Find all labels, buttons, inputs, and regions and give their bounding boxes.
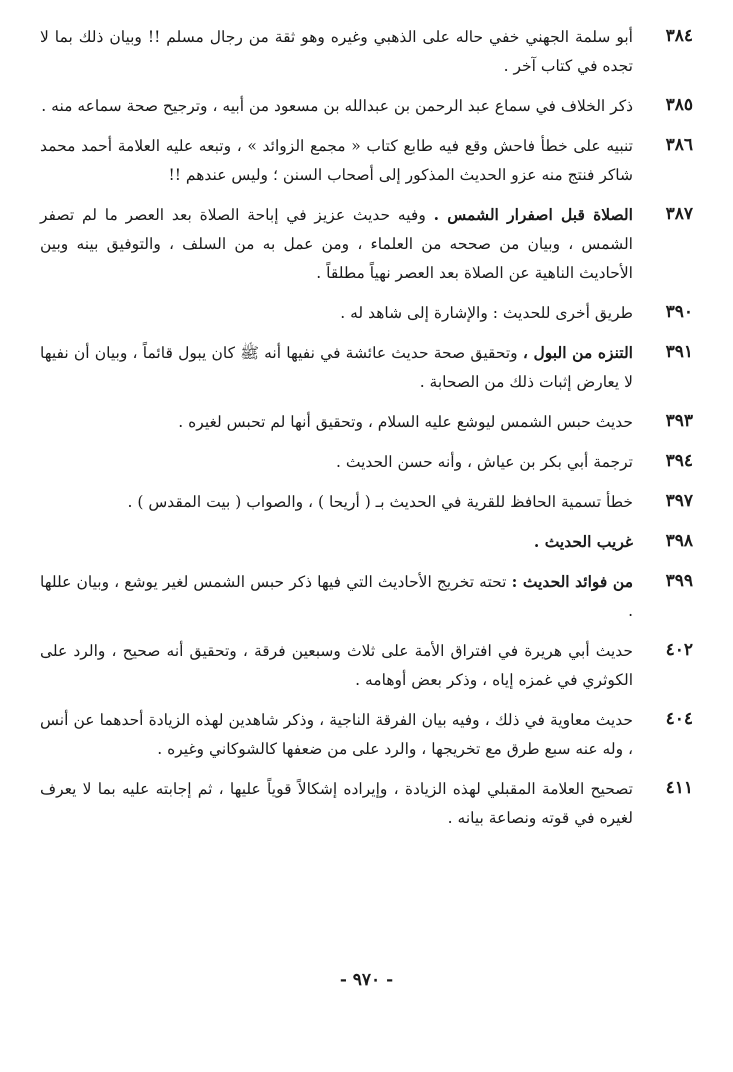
entry-body — [40, 91, 633, 121]
entry-heading: غريب الحديث . — [533, 532, 633, 551]
entry-heading: التنزه من البول ، — [522, 343, 633, 362]
index-entry — [40, 407, 693, 437]
entry-page-number: ٤١١ — [665, 778, 693, 798]
index-entry — [40, 22, 693, 81]
entry-page-number: ٤٠٤ — [665, 709, 693, 729]
index-entry — [40, 527, 693, 557]
entry-text: أبو سلمة الجهني خفي حاله على الذهبي وغيره وهو ثقة من رجال مسلم !! وبيان ذلك بما لا تجده في كتاب آخر . — [40, 28, 633, 75]
entry-body — [40, 338, 633, 397]
index-entry — [40, 636, 693, 695]
entry-text: طريق أخرى للحديث : والإشارة إلى شاهد له . — [340, 304, 633, 322]
index-entry — [40, 774, 693, 833]
entry-body — [40, 131, 633, 190]
entry-body — [40, 774, 633, 833]
entry-body — [40, 527, 633, 557]
entry-heading: من فوائد الحديث : — [511, 572, 634, 591]
entry-text: ترجمة أبي بكر بن عياش ، وأنه حسن الحديث . — [336, 453, 633, 471]
index-entries — [40, 22, 693, 843]
entry-page-number: ٣٨٥ — [665, 95, 693, 115]
index-entry — [40, 91, 693, 121]
entry-text: خطأ تسمية الحافظ للقرية في الحديث بـ ( أريحا ) ، والصواب ( بيت المقدس ) . — [127, 493, 633, 511]
entry-page-number: ٣٩٧ — [665, 491, 693, 511]
entry-page-number: ٣٨٤ — [665, 26, 693, 46]
entry-body — [40, 447, 633, 477]
entry-heading: الصلاة قبل اصفرار الشمس . — [433, 205, 633, 224]
index-entry — [40, 705, 693, 764]
entry-body — [40, 705, 633, 764]
entry-page-number: ٣٨٦ — [665, 135, 693, 155]
entry-page-number: ٣٩١ — [665, 342, 693, 362]
entry-page-number: ٣٩٠ — [665, 302, 693, 322]
entry-text: حديث معاوية في ذلك ، وفيه بيان الفرقة الناجية ، وذكر شاهدين لهذه الزيادة أحدهما عن أنس ، وله عنه سبع طرق مع تخريجها ، والرد على من ضعفها كالشوكاني وغيره . — [40, 711, 633, 758]
index-entry — [40, 131, 693, 190]
entry-body — [40, 298, 633, 328]
entry-body — [40, 200, 633, 288]
index-entry — [40, 487, 693, 517]
entry-page-number: ٣٩٨ — [665, 531, 693, 551]
entry-body — [40, 407, 633, 437]
index-entry — [40, 298, 693, 328]
entry-text: تنبيه على خطأ فاحش وقع فيه طابع كتاب « مجمع الزوائد » ، وتبعه عليه العلامة أحمد محمد شاكر فنتج منه عزو الحديث المذكور إلى أصحاب السنن ؛ وليس عندهم !! — [40, 137, 633, 184]
entry-body — [40, 22, 633, 81]
entry-page-number: ٣٩٣ — [665, 411, 693, 431]
entry-text: حديث حبس الشمس ليوشع عليه السلام ، وتحقيق أنها لم تحبس لغيره . — [178, 413, 633, 431]
entry-text: وفيه حديث عزيز في إباحة الصلاة بعد العصر ما لم تصفر الشمس ، وبيان من صححه من العلماء ، ومن عمل به من السلف ، والتوفيق بينه وبين الأحاديث الناهية عن الصلاة بعد العصر نهياً مطلقاً . — [40, 206, 633, 282]
index-entry — [40, 338, 693, 397]
entry-page-number: ٣٩٤ — [665, 451, 693, 471]
entry-body — [40, 567, 633, 626]
index-entry — [40, 447, 693, 477]
entry-body — [40, 487, 633, 517]
page-number: - ٩٧٠ - — [339, 970, 394, 990]
entry-text: حديث أبي هريرة في افتراق الأمة على ثلاث وسبعين فرقة ، وتحقيق أنه صحيح ، والرد على الكوثري في غمزه إياه ، وذكر بعض أوهامه . — [40, 642, 633, 689]
entry-page-number: ٣٨٧ — [665, 204, 693, 224]
entry-text: ذكر الخلاف في سماع عبد الرحمن بن عبدالله بن مسعود من أبيه ، وترجيح صحة سماعه منه . — [41, 97, 633, 115]
entry-text: تصحيح العلامة المقبلي لهذه الزيادة ، وإيراده إشكالاً قوياً عليها ، ثم إجابته عليه بما لا يعرف لغيره في قوته ونصاعة بيانه . — [40, 780, 633, 827]
entry-page-number: ٣٩٩ — [665, 571, 693, 591]
index-entry — [40, 567, 693, 626]
entry-text: تحته تخريج الأحاديث التي فيها ذكر حبس الشمس لغير يوشع ، وبيان عللها . — [40, 573, 633, 620]
entry-body — [40, 636, 633, 695]
entry-text: وتحقيق صحة حديث عائشة في نفيها أنه ﷺ كان يبول قائماً ، وبيان أن نفيها لا يعارض إثبات ذلك من الصحابة . — [40, 344, 633, 391]
index-entry — [40, 200, 693, 288]
entry-page-number: ٤٠٢ — [665, 640, 693, 660]
